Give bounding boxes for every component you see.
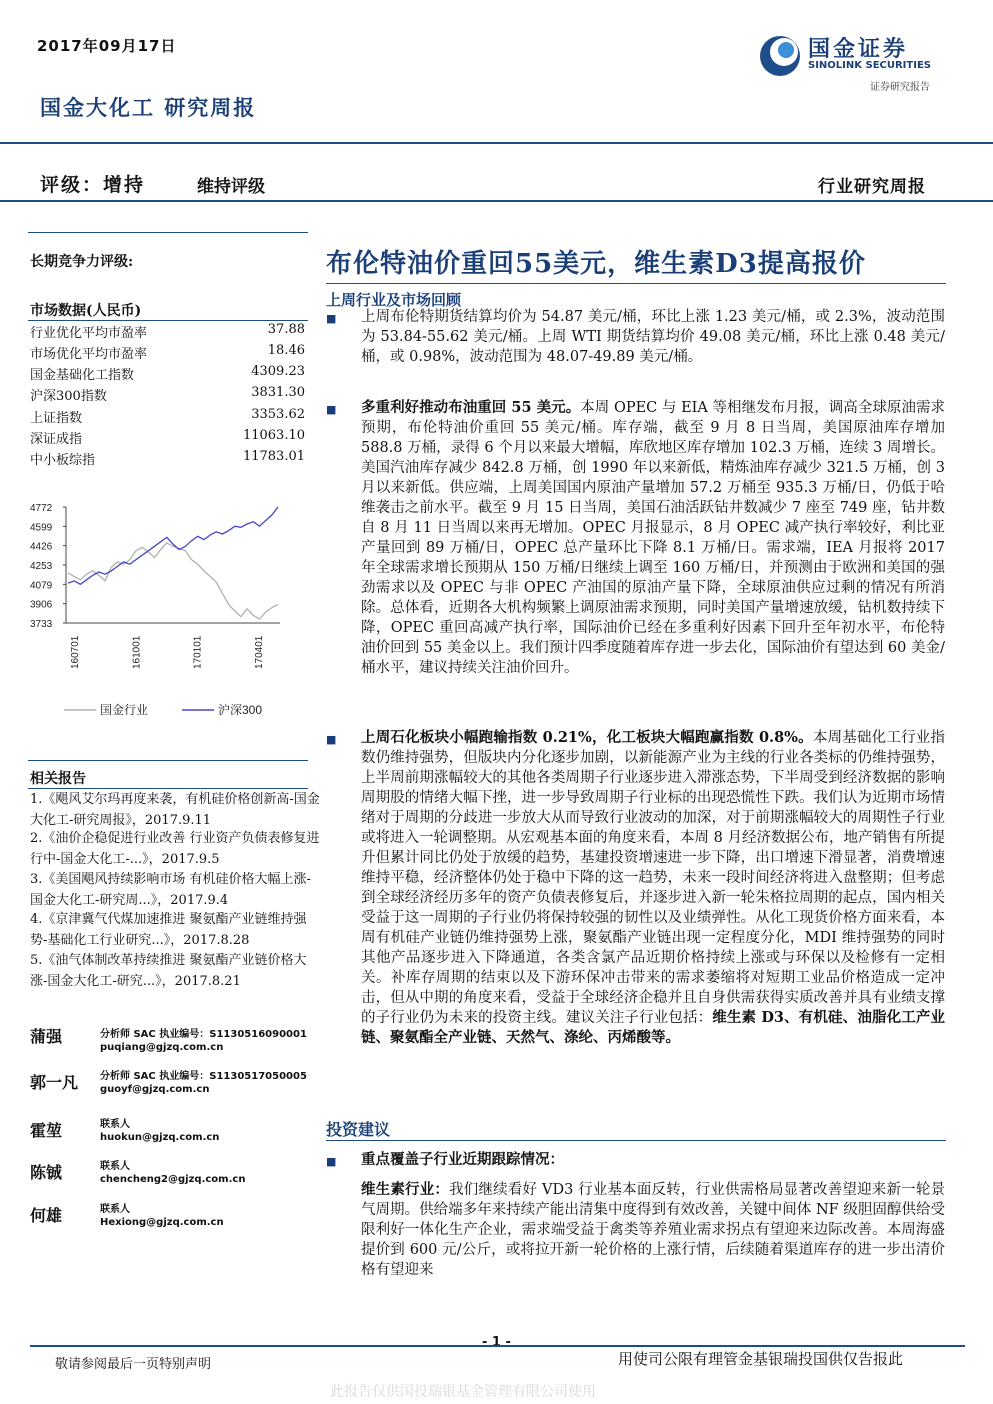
legend-label: 国金行业 xyxy=(100,703,149,717)
market-row xyxy=(30,343,305,363)
sidebar-divider xyxy=(28,232,308,233)
competitiveness-label: 长期竞争力评级: xyxy=(30,254,134,270)
paragraph xyxy=(361,1150,945,1170)
paragraph-lead: 维生素行业： xyxy=(361,1181,450,1198)
paragraph-body: 我们继续看好 VD3 行业基本面反转，行业供需格局显著改善望迎来新一轮景气周期。供给端多年来持续产能出清集中度得到有效改善，关键中间体 NF 级胆固醇供给受限利好一体化生产企业，需求端受益于禽类等养殖业需求拐点有望迎来边际改善。本周海盛提价到 600 元/公斤，或将拉开新一轮价格的上涨行情，后续随着渠道库存的进一步出清价格有望迎来 xyxy=(361,1182,946,1278)
paragraph: 上周布伦特期货结算均价为 54.87 美元/桶，环比上涨 1.23 美元/桶，或 2.3%，波动范围为 53.84-55.62 美元/桶。上周 WTI 期货结算均价 49.08 美元/桶，环比上涨 0.48 美元/桶，或 0.98%，波动范围为 48.07-49.89 美元/桶。 xyxy=(361,309,945,365)
header-divider-bottom xyxy=(0,200,993,202)
analyst-id: 分析师 SAC 执业编号：S1130517050005 xyxy=(100,1071,307,1082)
report-date: 2017年09月17日 xyxy=(37,37,177,55)
index-chart-svg xyxy=(28,495,308,725)
paragraph-body: 本周基础化工行业指数仍维持强势，但版块内分化逐步加剧，以新能源产业为主线的行业各类标的仍维持强势，上半周前期涨幅较大的其他各类周期子行业逐步进入滞涨态势，下半周受到经济数据的影响周期股的情绪大幅下挫，进一步导致周期子行业标的出现恐慌性下跌。我们认为近期市场情绪对于周期的分歧进一步放大从而导致行业波动的加深，对于前期涨幅较大的周期性子行业或将进入一轮调整期。从宏观基本面的角度来看，本周 8 月经济数据公布，地产销售有所提升但累计同比仍处于放缓的趋势，基建投资增速进一步下降，出口增速下滑显著，消费增速维持平稳，经济整体仍处于稳中下降的这一趋势，未来一段时间经济将进入盘整期；但考虑到全球经济经历多年的资产负债表修复后，并逐步进入新一轮朱格拉周期的起点，国内相关受益于这一周期的子行业仍将保持较强的韧性以及业绩弹性。从化工现货价格方面来看，本周有机硅产业链仍维持强势上涨，聚氨酯产业链出现一定程度分化，MDI 维持强势的同时其他产品逐步进入下降通道，各类含氯产品近期价格持续上涨或与环保以及检修有一定相关。补库存周期的结束以及下游环保冲击带来的需求萎缩将对短期工业品价格造成一定冲击，但从中期的角度来看，受益于全球经济企稳并且自身供需获得实质改善并具有业绩支撑的子行业仍为未来的投资主线。建议关注子行业包括： xyxy=(361,730,945,1026)
related-divider xyxy=(28,760,308,761)
market-row-value: 3831.30 xyxy=(251,385,305,400)
analyst-email[interactable]: Hexiong@gjzq.com.cn xyxy=(100,1217,224,1228)
analyst-info xyxy=(100,1203,224,1229)
logo-text-cn: 国金证券 xyxy=(808,37,909,62)
analyst-id: 分析师 SAC 执业编号：S1130516090001 xyxy=(100,1029,307,1040)
market-row-label: 行业优化平均市盈率 xyxy=(30,326,148,341)
market-row-value: 37.88 xyxy=(267,322,305,337)
analyst-role: 联系人 xyxy=(100,1161,130,1172)
market-row-label: 上证指数 xyxy=(30,411,83,426)
logo-subtitle: 证券研究报告 xyxy=(870,82,930,93)
logo-icon xyxy=(756,32,806,78)
bullet-icon: ■ xyxy=(326,403,337,416)
headline: 布伦特油价重回55美元，维生素D3提高报价 xyxy=(326,249,866,279)
y-tick-label: 4253 xyxy=(30,560,53,572)
related-report[interactable]: 2.《油价企稳促进行业改善 行业资产负债表修复进行中-国金大化工-...》，2017.9.5 xyxy=(30,831,320,867)
analyst-name: 蒲强 xyxy=(30,1027,63,1046)
analyst-info xyxy=(100,1118,219,1144)
bullet-icon: ■ xyxy=(326,1155,337,1168)
report-type: 行业研究周报 xyxy=(818,177,926,197)
market-row-label: 市场优化平均市盈率 xyxy=(30,347,148,362)
y-tick-label: 4599 xyxy=(30,522,53,534)
section-heading: 投资建议 xyxy=(326,1120,391,1139)
x-tick-label: 170401 xyxy=(254,635,265,669)
related-divider-2 xyxy=(28,788,308,789)
market-row xyxy=(30,322,305,342)
paragraph-tail: 维生素 D3、有机硅、油脂化工产业链、聚氨酯全产业链、天然气、涤纶、丙烯酸等。 xyxy=(361,1009,945,1046)
related-report[interactable]: 1.《飓风艾尔玛再度来袭，有机硅价格创新高-国金大化工-研究周报》，2017.9.11 xyxy=(30,792,320,828)
paragraph xyxy=(361,398,945,678)
market-row-value: 3353.62 xyxy=(251,407,305,422)
analyst-email[interactable]: huokun@gjzq.com.cn xyxy=(100,1132,220,1143)
y-tick-label: 4772 xyxy=(30,503,53,514)
related-report[interactable]: 4.《京津冀气代煤加速推进 聚氨酯产业链维持强势-基础化工行业研究...》，2017.8.28 xyxy=(30,912,307,948)
y-tick-label: 4079 xyxy=(30,580,53,592)
analyst-info xyxy=(100,1070,307,1096)
market-row-label: 国金基础化工指数 xyxy=(30,368,135,383)
bullet-icon: ■ xyxy=(326,312,337,325)
headline-divider xyxy=(326,283,946,284)
footer-disclaimer: 敬请参阅最后一页特别声明 xyxy=(55,1357,212,1372)
paragraph xyxy=(361,1180,945,1280)
analyst-name: 陈铖 xyxy=(30,1163,63,1182)
index-chart xyxy=(28,495,308,725)
section-divider xyxy=(326,1140,946,1141)
market-row-label: 沪深300指数 xyxy=(30,389,107,404)
rating: 评级：增持 xyxy=(40,174,146,196)
paragraph-body: 本周 OPEC 与 EIA 等相继发布月报，调高全球原油需求预期，布伦特油价重回 55 美元/桶。库存端，截至 9 月 8 日当周，美国原油库存增加 588.8 万桶，录得 6 个月以来最大增幅，库欣地区库存增加 102.3 万桶，连续 3 周增长。美国汽油库存减少 842.8 万桶，创 1990 年以来新低，精炼油库存减少 321.5 万桶，创 3 月以来新低。供应端，上周美国国内原油产量增加 57.2 万桶至 935.3 万桶/日，仍低于哈维袭击之前水平。截至 9 月 15 日当周，美国石油活跃钻井数减少 7 座至 749 座，钻井数自 8 月 11 日当周以来再无增加。OPEC 月报显示，8 月 OPEC 减产执行率较好，利比亚产量回到 89 万桶/日，OPEC 总产量环比下降 8.1 万桶/日。需求端，IEA 月报将 2017 年全球需求增长预期从 150 万桶/日继续上调至 160 万桶/日，并预测由于欧洲和美国的强劲需求以及 OPEC 与非 OPEC 产油国的原油产量下降，全球原油供应过剩的情况有所消除。总体看，近期各大机构频繁上调原油需求预期，同时美国产量增速放缓，钻机数持续下降，OPEC 重回高减产执行率，国际油价已经在多重利好因素下回升至年初水平，布伦特油价回到 55 美金以上。我们预计四季度随着库存进一步去化，国际油价有望达到 60 美金/桶水平，建议持续关注油价回升。 xyxy=(361,400,945,676)
header-divider-top xyxy=(0,142,993,144)
market-row-value: 4309.23 xyxy=(251,364,305,379)
related-report[interactable]: 5.《油气体制改革持续推进 聚氨酯产业链价格大涨-国金大化工-研究...》，2017.8.21 xyxy=(30,953,307,989)
legend-label: 沪深300 xyxy=(218,703,263,717)
related-report[interactable]: 3.《美国飓风持续影响市场 有机硅价格大幅上涨-国金大化工-研究周...》，2017.9.4 xyxy=(30,872,311,908)
market-row xyxy=(30,407,305,427)
page-number: - 1 - xyxy=(482,1335,511,1350)
y-tick-label: 3733 xyxy=(30,619,53,630)
paragraph-lead: 重点覆盖子行业近期跟踪情况： xyxy=(361,1151,564,1168)
analyst-role: 联系人 xyxy=(100,1204,130,1215)
analyst-info xyxy=(100,1028,307,1054)
market-row-label: 深证成指 xyxy=(30,432,83,447)
analyst-email[interactable]: chencheng2@gjzq.com.cn xyxy=(100,1174,246,1185)
market-row-value: 11063.10 xyxy=(242,428,305,443)
bullet-icon: ■ xyxy=(326,733,337,746)
section-heading: 上周行业及市场回顾 xyxy=(326,291,462,309)
analyst-name: 郭一凡 xyxy=(30,1073,79,1092)
series-line xyxy=(68,543,278,619)
market-row-value: 11783.01 xyxy=(242,449,305,464)
footer-divider xyxy=(30,1345,965,1347)
analyst-role: 联系人 xyxy=(100,1119,130,1130)
y-tick-label: 4426 xyxy=(30,541,53,553)
analyst-info xyxy=(100,1160,245,1186)
paragraph xyxy=(361,728,945,1048)
x-tick-label: 170101 xyxy=(192,635,204,669)
analyst-email[interactable]: guoyf@gjzq.com.cn xyxy=(100,1084,210,1095)
x-tick-label: 161001 xyxy=(131,635,143,669)
market-row xyxy=(30,449,305,469)
analyst-email[interactable]: puqiang@gjzq.com.cn xyxy=(100,1042,224,1053)
market-row xyxy=(30,364,305,384)
market-row-value: 18.46 xyxy=(267,343,305,358)
footer-note: 用使司公限有理管金基银瑞投国供仅告报此 xyxy=(618,1350,904,1368)
market-row-label: 中小板综指 xyxy=(30,453,96,468)
rating-action: 维持评级 xyxy=(197,177,265,197)
series-title: 国金大化工 研究周报 xyxy=(40,95,257,120)
y-tick-label: 3906 xyxy=(30,599,53,611)
logo-text-en: SINOLINK SECURITIES xyxy=(808,60,931,71)
market-row xyxy=(30,428,305,448)
market-row xyxy=(30,385,305,405)
watermark: 此报告仅供国投瑞银基金管理有限公司使用 xyxy=(330,1384,596,1400)
related-reports-title: 相关报告 xyxy=(30,771,86,787)
market-data-divider xyxy=(28,320,308,321)
analyst-name: 霍堃 xyxy=(30,1121,63,1140)
market-data-title: 市场数据(人民币) xyxy=(30,303,142,319)
analyst-name: 何雄 xyxy=(30,1206,63,1225)
paragraph-lead: 上周石化板块小幅跑输指数 0.21%，化工板块大幅跑赢指数 0.8%。 xyxy=(361,729,813,746)
paragraph-lead: 多重利好推动布油重回 55 美元。 xyxy=(361,399,581,416)
x-tick-label: 160701 xyxy=(70,635,81,669)
